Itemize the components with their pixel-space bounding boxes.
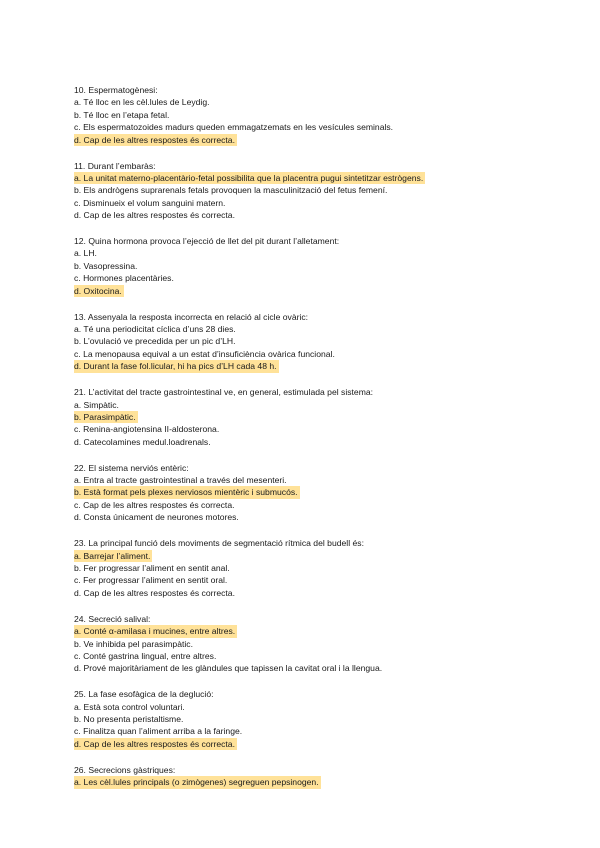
answer-option-text: c. Renina-angiotensina II-aldosterona. (74, 424, 220, 435)
answer-option (74, 662, 560, 674)
answer-option (74, 562, 560, 574)
answer-option-text: c. Hormones placentàries. (74, 273, 174, 284)
answer-option-text: c. Finalitza quan l’aliment arriba a la faringe. (74, 726, 243, 737)
answer-option (74, 109, 560, 121)
answer-option (74, 587, 560, 599)
answer-option-text: c. Els espermatozoides madurs queden emmagatzemats en les vesícules seminals. (74, 122, 394, 133)
question-title: 10. Espermatogènesi: (74, 85, 158, 95)
answer-option (74, 247, 560, 259)
answer-option-highlighted (74, 411, 560, 423)
question-title: 12. Quina hormona provoca l’ejecció de llet del pit durant l’alletament: (74, 236, 340, 247)
question-title: 11. Durant l’embaràs: (74, 160, 156, 171)
question-block (74, 311, 560, 373)
answer-option (74, 650, 560, 662)
answer-option-highlighted (74, 776, 560, 788)
answer-option (74, 474, 560, 486)
question-title: 23. La principal funció dels moviments de segmentació rítmica del budell és: (74, 538, 364, 549)
question-block (74, 688, 560, 750)
answer-option-text: c. Disminueix el volum sanguini matern. (74, 197, 226, 208)
answer-option-text: c. Fer progressar l’aliment en sentit oral. (74, 575, 228, 586)
answer-option-text: b. Vasopressina. (74, 260, 138, 271)
answer-option (74, 121, 560, 133)
question-list (74, 84, 560, 789)
answer-option (74, 423, 560, 435)
answer-option (74, 348, 560, 360)
answer-option-highlighted (74, 738, 560, 750)
answer-option-text: d. Cap de les altres respostes és correcta. (74, 210, 235, 221)
question-title: 25. La fase esofàgica de la deglució: (74, 689, 214, 700)
question-block (74, 160, 560, 222)
answer-option-text: d. Cap de les altres respostes és correcta. (74, 134, 235, 145)
question-title: 26. Secrecions gàstriques: (74, 764, 176, 775)
answer-option-text: d. Oxitocina. (74, 285, 122, 296)
answer-option-text: d. Prové majoritàriament de les glàndules que tapissen la cavitat oral i la llengua. (74, 663, 383, 674)
question-block (74, 386, 560, 448)
answer-option-text: a. LH. (74, 248, 97, 259)
answer-option (74, 335, 560, 347)
answer-option-text: b. L’ovulació ve precedida per un pic d’LH. (74, 336, 236, 347)
answer-option-highlighted (74, 360, 560, 372)
question-title: 13. Assenyala la resposta incorrecta en relació al cicle ovàric: (74, 311, 309, 322)
answer-option (74, 436, 560, 448)
question-block (74, 764, 560, 789)
answer-option-text: c. Conté gastrina lingual, entre altres. (74, 650, 217, 661)
answer-option-text: d. Consta únicament de neurones motores. (74, 512, 239, 523)
answer-option (74, 725, 560, 737)
answer-option-text: a. Simpàtic. (74, 399, 119, 410)
answer-option (74, 574, 560, 586)
answer-option (74, 209, 560, 221)
answer-option (74, 197, 560, 209)
question-block (74, 462, 560, 524)
answer-option (74, 399, 560, 411)
answer-option-text: a. Les cèl.lules principals (o zimògenes) segreguen pepsinogen. (74, 777, 319, 788)
answer-option-highlighted (74, 134, 560, 146)
answer-option-text: d. Durant la fase fol.licular, hi ha pics d’LH cada 48 h. (74, 361, 277, 372)
question-block (74, 84, 560, 146)
answer-option-highlighted (74, 625, 560, 637)
answer-option-highlighted (74, 172, 560, 184)
question-title: 21. L’activitat del tracte gastrointestinal ve, en general, estimulada pel sistema: (74, 387, 374, 398)
answer-option (74, 323, 560, 335)
answer-option-text: b. Els andrògens suprarenals fetals provoquen la masculinització del fetus femení. (74, 185, 388, 196)
answer-option-highlighted (74, 550, 560, 562)
answer-option (74, 96, 560, 108)
answer-option-text: a. La unitat materno-placentàrio-fetal possibilita que la placentra pugui sintetitzar estrògens. (74, 172, 424, 183)
answer-option (74, 499, 560, 511)
answer-option-highlighted (74, 285, 560, 297)
answer-option-text: a. Té lloc en les cèl.lules de Leydig. (74, 97, 210, 108)
question-title: 24. Secreció salival: (74, 613, 151, 624)
answer-option-text: d. Catecolamines medul.loadrenals. (74, 436, 211, 447)
answer-option (74, 511, 560, 523)
question-block (74, 235, 560, 297)
answer-option-text: b. Fer progressar l’aliment en sentit anal. (74, 563, 230, 573)
answer-option-text: a. Té una periodicitat cíclica d’uns 28 dies. (74, 324, 236, 334)
answer-option-text: d. Cap de les altres respostes és correcta. (74, 738, 235, 749)
answer-option (74, 260, 560, 272)
answer-option-text: b. No presenta peristaltisme. (74, 714, 184, 725)
answer-option-text: b. Està format pels plexes nerviosos mientèric i submucós. (74, 487, 298, 498)
answer-option-text: c. Cap de les altres respostes és correcta. (74, 499, 235, 510)
answer-option-text: a. Barrejar l’aliment. (74, 550, 151, 561)
question-block (74, 613, 560, 675)
answer-option (74, 638, 560, 650)
answer-option (74, 701, 560, 713)
question-block (74, 537, 560, 599)
answer-option-text: b. Té lloc en l’etapa fetal. (74, 109, 170, 120)
answer-option (74, 272, 560, 284)
answer-option-text: d. Cap de les altres respostes és correcta. (74, 587, 235, 598)
answer-option-text: b. Ve inhibida pel parasimpàtic. (74, 638, 193, 649)
question-title: 22. El sistema nerviós entèric: (74, 462, 189, 473)
answer-option (74, 184, 560, 196)
answer-option-text: a. Està sota control voluntari. (74, 701, 185, 712)
answer-option-text: a. Entra al tracte gastrointestinal a través del mesenteri. (74, 475, 287, 486)
answer-option-text: a. Conté α-amilasa i mucines, entre altres. (74, 626, 236, 637)
answer-option (74, 713, 560, 725)
answer-option-text: c. La menopausa equival a un estat d’insuficiència ovàrica funcional. (74, 348, 335, 359)
answer-option-highlighted (74, 486, 560, 498)
answer-option-text: b. Parasimpàtic. (74, 411, 136, 422)
